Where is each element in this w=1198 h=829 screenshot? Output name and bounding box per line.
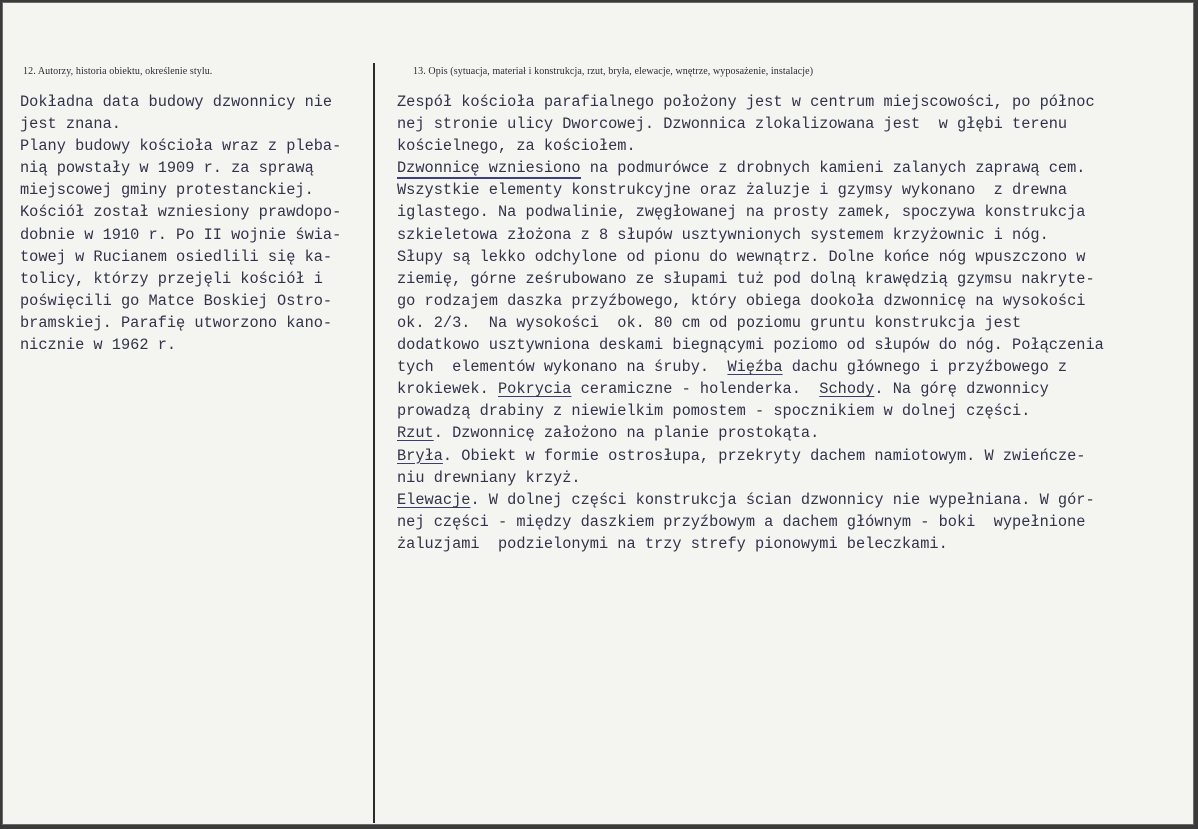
column-divider	[373, 63, 375, 823]
heading-schody: Schody	[819, 380, 875, 399]
description-line: szkieletowa złożona z 8 słupów usztywnionych systemem krzyżownic i nóg.	[397, 225, 1049, 244]
description-line: kościelnego, za kościołem.	[397, 137, 636, 156]
description-line: nej części - między daszkiem przyźbowym a dachem głównym - boki wypełnione	[397, 512, 1086, 531]
line-text: krokiewek.	[397, 380, 498, 399]
heading-elewacje: Elewacje	[397, 490, 471, 509]
history-line: Plany budowy kościoła wraz z pleba-	[20, 137, 342, 156]
heading-bryla: Bryła	[397, 446, 443, 465]
description-line	[397, 445, 1177, 467]
description-line: ziemię, górne ześrubowano ze słupami tuż pod dolną krawędzią gzymsu nakryte-	[397, 269, 1095, 288]
line-text: dachu głównego i przyźbowego z	[782, 358, 1068, 377]
document-card	[2, 2, 1194, 825]
line-text: . Dzwonnicę założono na planie prostokąta.	[433, 424, 820, 443]
description-line	[397, 157, 1177, 179]
line-text: . W dolnej części konstrukcja ścian dzwonnicy nie wypełniana. W gór-	[470, 490, 1095, 509]
description-line: niu drewniany krzyż.	[397, 468, 581, 487]
history-line: Dokładna data budowy dzwonnicy nie	[20, 93, 333, 111]
description-line: prowadzą drabiny z niewielkim pomostem - spocznikiem w dolnej części.	[397, 402, 1031, 421]
history-line: bramskiej. Parafię utworzono kano-	[20, 313, 333, 332]
heading-wiezba: Więźba	[727, 358, 783, 377]
description-line: iglastego. Na podwalinie, zwęgłowanej na prosty zamek, spoczywa konstrukcja	[397, 203, 1086, 222]
history-line: miejscowej gminy protestanckiej.	[20, 181, 314, 200]
history-line: towej w Rucianem osiedlili się ka-	[20, 247, 333, 266]
description-line: nej stronie ulicy Dworcowej. Dzwonnica zlokalizowana jest w głębi terenu	[397, 115, 1068, 134]
history-line: tolicy, którzy przejęli kościół i	[20, 269, 323, 288]
description-line: Zespół kościoła parafialnego położony jest w centrum miejscowości, po północ	[397, 93, 1095, 111]
section-12-header: 12. Autorzy, historia obiektu, określenie stylu.	[23, 66, 213, 77]
description-column	[397, 91, 1177, 555]
history-line: dobnie w 1910 r. Po II wojnie świa-	[20, 225, 342, 244]
description-line: żaluzjami podzielonymi na trzy strefy pionowymi beleczkami.	[397, 534, 948, 553]
history-line: Kościół został wzniesiony prawdopo-	[20, 203, 342, 222]
heading-rzut: Rzut	[397, 424, 434, 443]
description-line: Słupy są lekko odchylone od pionu do wewnątrz. Dolne końce nóg wpuszczono w	[397, 247, 1086, 266]
history-line: poświęcili go Matce Boskiej Ostro-	[20, 291, 333, 310]
heading-pokrycia: Pokrycia	[497, 380, 572, 399]
heading-dzwonnice: Dzwonnicę wzniesiono	[397, 159, 581, 178]
description-line: ok. 2/3. Na wysokości ok. 80 cm od poziomu gruntu konstrukcja jest	[397, 313, 1022, 332]
history-line: nią powstały w 1909 r. za sprawą	[20, 159, 314, 178]
line-text: ceramiczne - holenderka.	[571, 380, 820, 399]
history-line: jest znana.	[20, 115, 121, 134]
description-line	[397, 378, 1177, 400]
line-text: . Na górę dzwonnicy	[874, 380, 1049, 399]
line-text: na podmurówce z drobnych kamieni zalanych zaprawą cem.	[580, 159, 1086, 178]
line-text: tych elementów wykonano na śruby.	[397, 358, 728, 377]
line-text: . Obiekt w formie ostrosłupa, przekryty dachem namiotowym. W zwieńcze-	[442, 446, 1086, 465]
description-line	[397, 356, 1177, 378]
description-line: go rodzajem daszka przyźbowego, który obiega dookoła dzwonnicę na wysokości	[397, 291, 1086, 310]
description-line: dodatkowo usztywniona deskami biegnącymi poziomo od słupów do nóg. Połączenia	[397, 336, 1104, 355]
history-line: nicznie w 1962 r.	[20, 336, 177, 355]
history-column	[20, 91, 370, 356]
description-line: Wszystkie elementy konstrukcyjne oraz żaluzje i gzymsy wykonano z drewna	[397, 181, 1068, 200]
description-line	[397, 422, 1177, 444]
section-13-header: 13. Opis (sytuacja, materiał i konstrukcja, rzut, bryła, elewacje, wnętrze, wyposażenie, instalacje)	[413, 66, 814, 77]
description-line	[397, 489, 1177, 511]
